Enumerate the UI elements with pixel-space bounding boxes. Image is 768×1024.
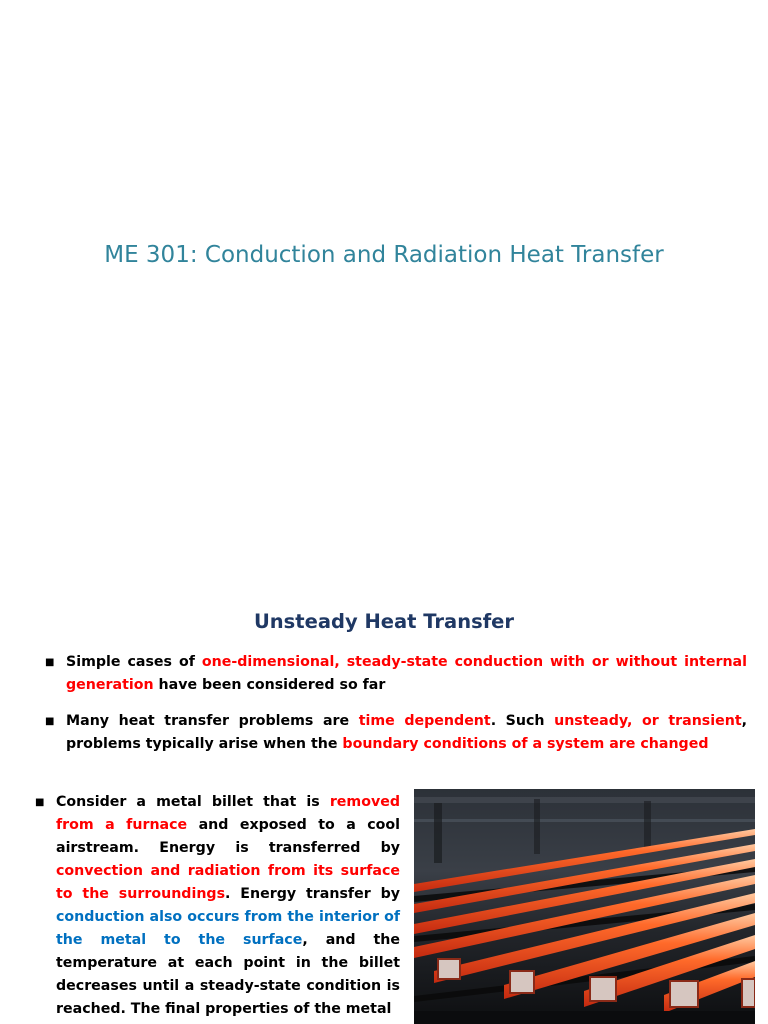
bullet-emphasis-red: convection and radiation from its surface to the surroundings [56,863,400,902]
bullet-item-1 [45,651,747,697]
bullet-text: . Energy transfer by [225,886,400,902]
slide-title: ME 301: Conduction and Radiation Heat Transfer [104,242,664,268]
square-bullet-icon: ■ [35,797,45,808]
bullet-text: , and the temperature at each point in the billet decreases until a steady-state condition is reached. The final properties of the metal [56,932,400,1017]
bullet-text: , problems typically arise when the [66,713,748,752]
bullet-emphasis-red: time dependent [358,713,491,729]
bullet-text: Consider a metal billet that is [56,794,330,810]
bullet-text: . Such [490,713,555,729]
bullet-text: have been considered so far [153,677,386,693]
bullet-emphasis-red: one-dimensional, steady-state conduction with or without internal generation [66,654,747,693]
square-bullet-icon: ■ [45,657,55,668]
bullet-text: and exposed to a cool airstream. Energy is transferred by [56,817,400,856]
bullet-text: Simple cases of [66,654,202,670]
square-bullet-icon: ■ [45,716,55,727]
hot-metal-billets-photo [414,789,755,1024]
bullet-item-2 [45,710,748,756]
bullet-item-3 [35,791,400,1021]
section-heading: Unsteady Heat Transfer [253,610,515,633]
bullet-emphasis-red: unsteady, or transient [554,713,742,729]
bullet-emphasis-blue: conduction also occurs from the interior of the metal to the surface [56,909,400,948]
bullet-text: Many heat transfer problems are [66,713,359,729]
bullet-emphasis-red: boundary conditions of a system are changed [342,736,709,752]
bullet-emphasis-red: removed from a furnace [56,794,400,833]
